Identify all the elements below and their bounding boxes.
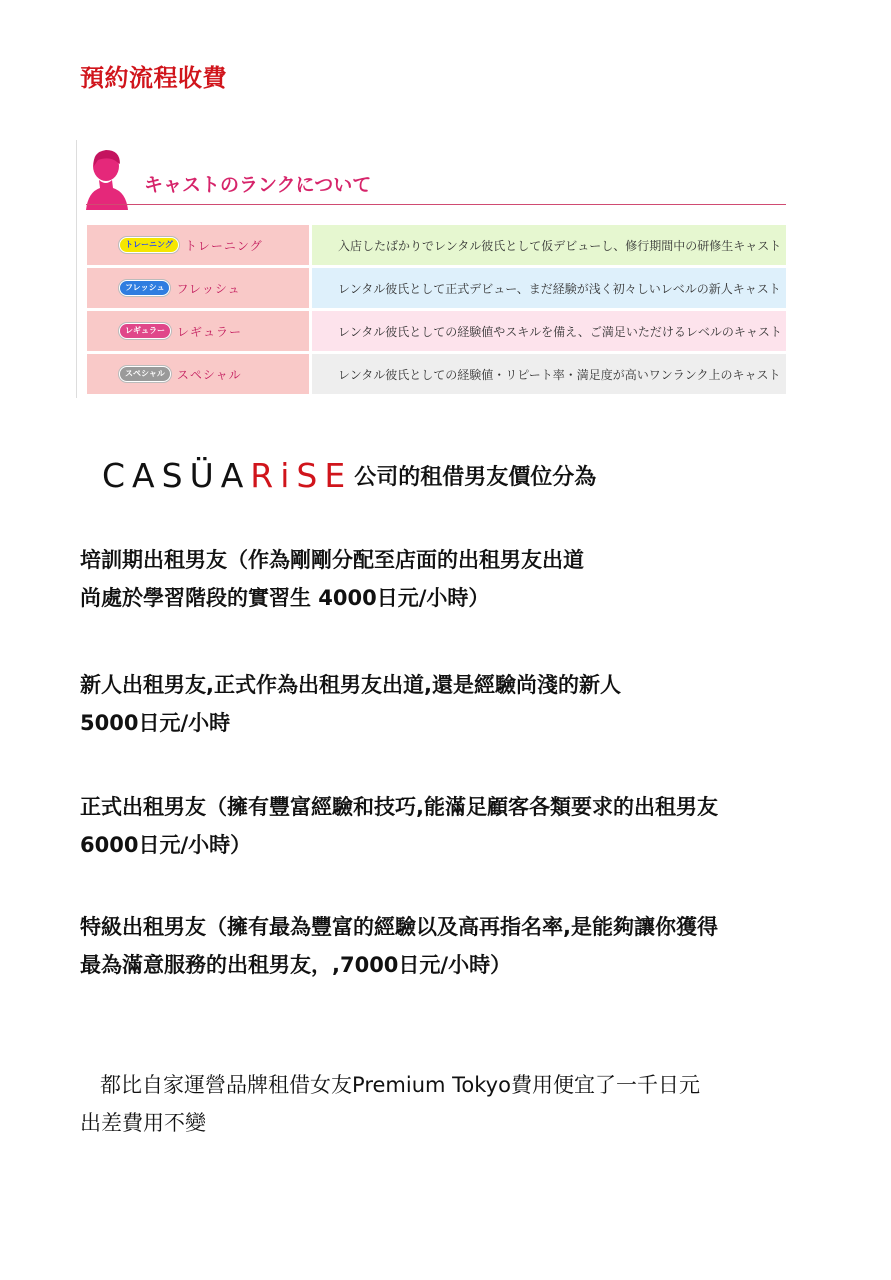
logo-part-red: RiSE <box>250 456 353 495</box>
fresh-badge-icon: フレッシュ <box>119 280 170 296</box>
regular-badge-icon: レギュラー <box>119 323 171 339</box>
footer-line: 都比自家運營品牌租借女友Premium Tokyo費用便宜了一千日元 <box>80 1073 700 1097</box>
tier-line: 正式出租男友（擁有豐富經驗和技巧,能滿足顧客各類要求的出租男友 <box>80 795 718 819</box>
rank-row-special <box>87 354 786 394</box>
special-badge-icon: スペシャル <box>119 366 171 382</box>
tier-line: 培訓期出租男友（作為剛剛分配至店面的出租男友出道 <box>80 548 584 572</box>
tier-special <box>80 908 718 984</box>
tier-line: 尚處於學習階段的實習生 4000日元/小時） <box>80 586 490 610</box>
tier-line: 6000日元/小時） <box>80 833 252 857</box>
tier-line: 最為滿意服務的出租男友，,7000日元/小時） <box>80 953 512 977</box>
footer-line: 出差費用不變 <box>80 1111 206 1135</box>
rank-row-regular <box>87 311 786 351</box>
logo-part-black: CASÜA <box>102 456 251 495</box>
tier-line: 特級出租男友（擁有最為豐富的經驗以及高再指名率,是能夠讓你獲得 <box>80 915 718 939</box>
tier-newcomer <box>80 666 621 742</box>
cast-rank-table <box>87 222 786 397</box>
rank-name-cell <box>87 268 312 308</box>
footer-note <box>80 1066 700 1142</box>
rank-description: レンタル彼氏として正式デビュー、まだ経験が浅く初々しいレベルの新人キャスト <box>338 281 781 296</box>
tier-line: 5000日元/小時 <box>80 711 231 735</box>
pricing-intro: 公司的租借男友價位分為 <box>354 465 597 490</box>
rank-description: レンタル彼氏としての経験値・リピート率・満足度が高いワンランク上のキャスト <box>338 367 781 382</box>
rank-name-cell <box>87 354 312 394</box>
rank-name: スペシャル <box>176 367 242 382</box>
cast-rank-heading: キャストのランクについて <box>144 174 372 196</box>
heading-divider <box>86 204 786 205</box>
panel-border <box>76 140 77 398</box>
rank-name-cell <box>87 225 312 265</box>
rank-name: フレッシュ <box>176 281 241 296</box>
rank-row-fresh <box>87 268 786 308</box>
tier-regular <box>80 788 718 864</box>
rank-description: 入店したばかりでレンタル彼氏として仮デビューし、修行期間中の研修生キャスト <box>338 238 782 253</box>
page-title: 預約流程收費 <box>80 64 227 92</box>
rank-name: トレーニング <box>184 238 263 253</box>
rank-row-training <box>87 225 786 265</box>
tier-training <box>80 541 584 617</box>
person-silhouette-icon <box>86 146 130 210</box>
cast-rank-panel <box>76 140 788 398</box>
rank-description: レンタル彼氏としての経験値やスキルを備え、ご満足いただけるレベルのキャスト <box>338 324 782 339</box>
rank-name: レギュラー <box>177 324 243 339</box>
casuarise-logo <box>102 456 352 495</box>
training-badge-icon: トレーニング <box>119 237 179 253</box>
tier-line: 新人出租男友,正式作為出租男友出道,還是經驗尚淺的新人 <box>80 673 621 697</box>
company-line <box>102 456 596 495</box>
rank-name-cell <box>87 311 312 351</box>
